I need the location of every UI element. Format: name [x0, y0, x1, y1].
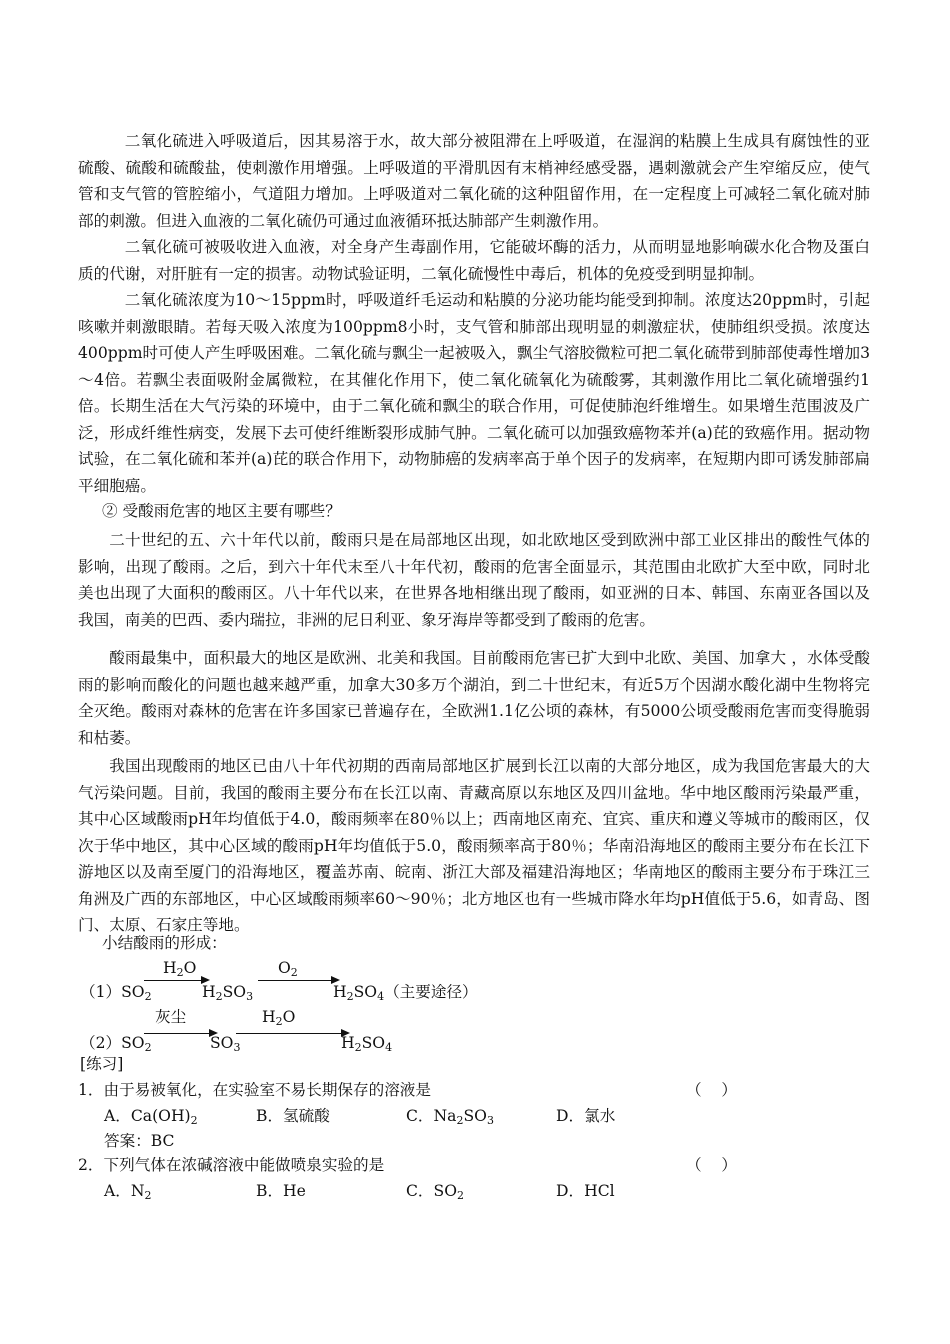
- exercise-heading: [练习]: [80, 1055, 124, 1073]
- route1-arrow1: [144, 980, 208, 981]
- route1-arrow1-reagent: $H_2O$: [163, 959, 197, 979]
- exercise-q1-option-b: B．氢硫酸: [256, 1107, 330, 1125]
- route1-reactant: $(1)SO_2$: [80, 983, 152, 1003]
- exercise-q2-option-b: B．He: [256, 1182, 306, 1200]
- route2-arrow1-reagent: 灰尘: [155, 1008, 187, 1026]
- paragraph-so2-blood: 二氧化硫可被吸收进入血液，对全身产生毒副作用，它能破坏酶的活力，从而明显地影响碳水化合物及蛋白质的代谢，对肝脏有一定的损害。动物试验证明，二氧化硫慢性中毒后，机体的免疫受到明显抑制。: [78, 238, 870, 283]
- exercise-q2-option-c: C．$SO_2$: [406, 1182, 464, 1202]
- route2-intermediate: $SO_3$: [210, 1034, 241, 1054]
- paragraph-acid-rain-areas: 酸雨最集中，面积最大的地区是欧洲、北美和我国。目前酸雨危害已扩大到中北欧、美国、加拿大 ，水体受酸雨的影响而酸化的问题也越来越严重，加拿大30多万个湖泊，到二十世纪末，有近5万个因湖水酸化湖中生物将完全灭绝。酸雨对森林的危害在许多国家已普遍存在，全欧洲1.1亿公顷的森林，有5000公顷受酸雨危害而变得脆弱和枯萎。: [78, 649, 870, 747]
- route2-arrow2: [236, 1033, 348, 1034]
- exercise-q2-option-a: A．$N_2$: [104, 1182, 152, 1202]
- route2-arrow1: [144, 1033, 216, 1034]
- paragraph-acid-rain-history: 二十世纪的五、六十年代以前，酸雨只是在局部地区出现，如北欧地区受到欧洲中部工业区排出的酸性气体的影响，出现了酸雨。之后，到六十年代末至八十年代初，酸雨的危害全面显示，其范围由北欧扩大至中欧，同时北美也出现了大面积的酸雨区。八十年代以来，在世界各地相继出现了酸雨，如亚洲的日本、韩国、东南亚各国以及我国，南美的巴西、委内瑞拉，非洲的尼日利亚、象牙海岸等都受到了酸雨的危害。: [78, 531, 870, 629]
- summary-title: 小结酸雨的形成：: [102, 934, 227, 952]
- route1-product: $H_2SO_4$（主要途径）: [333, 983, 478, 1003]
- route1-arrow2: [258, 980, 338, 981]
- exercise-q2-answer-blank: （ ）: [686, 1156, 738, 1174]
- exercise-q1-answer-blank: （ ）: [686, 1081, 738, 1099]
- exercise-q1-option-a: A．$Ca(OH)_2$: [104, 1107, 198, 1127]
- route2-arrow2-reagent: $H_2O$: [262, 1008, 296, 1028]
- paragraph-so2-respiratory: 二氧化硫进入呼吸道后，因其易溶于水，故大部分被阻滞在上呼吸道，在湿润的粘膜上生成具有腐蚀性的亚硫酸、硫酸和硫酸盐，使刺激作用增强。上呼吸道的平滑肌因有末梢神经感受器，遇刺激就会产生窄缩反应，使气管和支气管的管腔缩小，气道阻力增加。上呼吸道对二氧化硫的这种阻留作用，在一定程度上可减轻二氧化硫对肺部的刺激。但进入血液的二氧化硫仍可通过血液循环抵达肺部产生刺激作用。: [78, 132, 870, 230]
- exercise-q2-option-d: D．HCl: [556, 1182, 615, 1200]
- route2-product: $H_2SO_4$: [341, 1034, 393, 1054]
- exercise-q1-stem: 1．由于易被氧化，在实验室不易长期保存的溶液是: [78, 1081, 431, 1099]
- exercise-q1-option-d: D．氯水: [556, 1107, 616, 1125]
- paragraph-so2-concentration: 二氧化硫浓度为10～15ppm时，呼吸道纤毛运动和粘膜的分泌功能均能受到抑制。浓度达20ppm时，引起咳嗽并刺激眼睛。若每天吸入浓度为100ppm8小时，支气管和肺部出现明显的刺激症状，使肺组织受损。浓度达400ppm时可使人产生呼吸困难。二氧化硫与飘尘一起被吸入，飘尘气溶胶微粒可把二氧化硫带到肺部使毒性增加3～4倍。若飘尘表面吸附金属微粒，在其催化作用下，使二氧化硫氧化为硫酸雾，其刺激作用比二氧化硫增强约1倍。长期生活在大气污染的环境中，由于二氧化硫和飘尘的联合作用，可促使肺泡纤维增生。如果增生范围波及广泛，形成纤维性病变，发展下去可使纤维断裂形成肺气肿。二氧化硫可以加强致癌物苯并(a)芘的致癌作用。据动物试验，在二氧化硫和苯并(a)芘的联合作用下，动物肺癌的发病率高于单个因子的发病率，在短期内即可诱发肺部扁平细胞癌。: [78, 291, 870, 495]
- route1-intermediate: $H_2SO_3$: [202, 983, 254, 1003]
- question-acid-rain-regions: ② 受酸雨危害的地区主要有哪些？: [102, 502, 341, 520]
- route2-reactant: $(2)SO_2$: [80, 1034, 152, 1054]
- exercise-q2-stem: 2．下列气体在浓碱溶液中能做喷泉实验的是: [78, 1156, 385, 1174]
- exercise-q1-answer: 答案：BC: [104, 1132, 175, 1150]
- paragraph-acid-rain-china: 我国出现酸雨的地区已由八十年代初期的西南局部地区扩展到长江以南的大部分地区，成为我国危害最大的大气污染问题。目前，我国的酸雨主要分布在长江以南、青藏高原以东地区及四川盆地。华中地区酸雨污染最严重，其中心区域酸雨pH年均值低于4.0，酸雨频率在80％以上；西南地区南充、宜宾、重庆和遵义等城市的酸雨区，仅次于华中地区，其中心区域的酸雨pH年均值低于5.0，酸雨频率高于80％；华南沿海地区的酸雨主要分布在长江下游地区以及南至厦门的沿海地区，覆盖苏南、皖南、浙江大部及福建沿海地区；华南地区的酸雨主要分布于珠江三角洲及广西的东部地区，中心区域酸雨频率60～90％；北方地区也有一些城市降水年均pH值低于5.6，如青岛、图门、太原、石家庄等地。: [78, 757, 870, 934]
- exercise-q1-option-c: C．$Na_2SO_3$: [406, 1107, 494, 1127]
- route1-arrow2-reagent: $O_2$: [278, 959, 298, 979]
